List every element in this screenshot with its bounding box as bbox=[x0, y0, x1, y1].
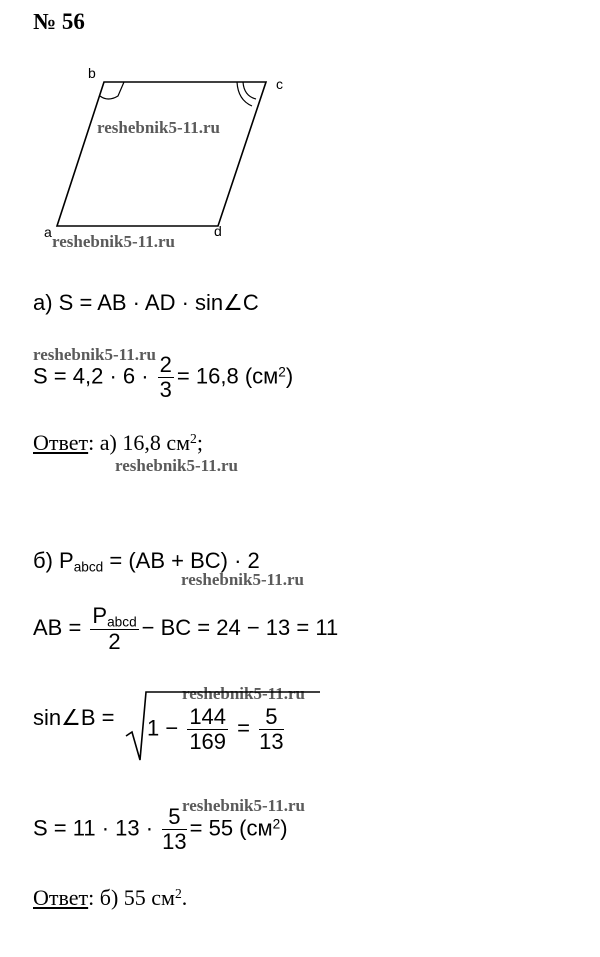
fraction-denominator: 3 bbox=[159, 377, 172, 403]
answer-end: . bbox=[181, 885, 188, 910]
watermark: reshebnik5-11.ru bbox=[181, 570, 304, 589]
vertex-a-label: a bbox=[44, 224, 52, 240]
fraction-denominator: 13 bbox=[162, 829, 187, 855]
area-calculation bbox=[33, 353, 293, 402]
angle-c-arc-outer bbox=[237, 82, 252, 106]
fraction-5-13 bbox=[259, 705, 283, 754]
radicand-one: 1 − bbox=[147, 715, 185, 741]
square-exponent: 2 bbox=[174, 886, 182, 902]
fraction-two-thirds bbox=[158, 353, 174, 402]
answer-text: : б) 55 см bbox=[88, 885, 175, 910]
answer-text: : а) 16,8 см bbox=[88, 430, 191, 455]
answer-label: Ответ bbox=[33, 885, 89, 910]
sin-eq: = bbox=[231, 715, 257, 741]
fraction-denominator: 2 bbox=[108, 629, 121, 655]
angle-c-arc-inner bbox=[243, 82, 256, 99]
fraction-numerator: 144 bbox=[189, 704, 227, 729]
fraction-numerator: 5 bbox=[162, 805, 186, 830]
perimeter-subscript: abcd bbox=[107, 614, 137, 630]
square-exponent: 2 bbox=[190, 431, 197, 447]
calc-suffix: = 16,8 (см bbox=[176, 363, 279, 389]
watermark: reshebnik5-11.ru bbox=[52, 232, 175, 251]
square-exponent: 2 bbox=[272, 816, 281, 832]
perimeter-symbol: P bbox=[92, 603, 108, 628]
fraction-5-13 bbox=[162, 805, 186, 854]
watermark: reshebnik5-11.ru bbox=[97, 118, 220, 137]
s-prefix: S = 11 · 13 · bbox=[33, 815, 160, 841]
fraction-denominator: 169 bbox=[189, 729, 227, 755]
watermark: reshebnik5-11.ru bbox=[115, 456, 238, 475]
perimeter-rhs: = (AB + BC) · 2 bbox=[103, 548, 260, 573]
s-suffix: = 55 (см bbox=[189, 815, 273, 841]
square-exponent: 2 bbox=[278, 364, 286, 380]
perimeter-prefix: б) P bbox=[33, 548, 74, 573]
answer-end: ; bbox=[196, 430, 203, 455]
answer-label: Ответ bbox=[33, 430, 89, 455]
fraction-denominator: 13 bbox=[259, 729, 284, 755]
area-b-calculation bbox=[33, 805, 288, 854]
parallelogram-figure bbox=[0, 0, 600, 260]
fraction-numerator: 2 bbox=[159, 352, 172, 377]
area-formula: а) S = AB · AD · sin∠C bbox=[33, 290, 259, 315]
vertex-c-label: c bbox=[276, 76, 283, 92]
ab-calculation bbox=[33, 604, 338, 655]
ab-rhs: − BC = 24 − 13 = 11 bbox=[141, 615, 339, 641]
close-paren: ) bbox=[280, 815, 288, 841]
sin-b-calculation bbox=[33, 705, 114, 731]
fraction-144-169 bbox=[187, 705, 228, 754]
close-paren: ) bbox=[285, 363, 294, 389]
answer-b bbox=[33, 885, 187, 911]
watermark: reshebnik5-11.ru bbox=[182, 796, 305, 815]
vertex-b-label: b bbox=[88, 65, 96, 81]
parallelogram-shape bbox=[57, 82, 266, 226]
vertex-d-label: d bbox=[214, 223, 222, 239]
watermark: reshebnik5-11.ru bbox=[182, 684, 305, 703]
perimeter-formula bbox=[33, 548, 260, 574]
answer-a bbox=[33, 430, 203, 456]
ab-lhs: AB = bbox=[33, 615, 88, 641]
calc-prefix: S = 4,2 · 6 · bbox=[33, 363, 155, 389]
sin-lhs: sin∠B = bbox=[33, 705, 115, 730]
watermark: reshebnik5-11.ru bbox=[33, 345, 156, 364]
perimeter-subscript: abcd bbox=[73, 559, 104, 575]
fraction-numerator bbox=[90, 604, 138, 630]
fraction-numerator: 5 bbox=[259, 705, 283, 730]
problem-number: № 56 bbox=[33, 9, 85, 34]
sin-radicand bbox=[147, 705, 287, 754]
fraction-perimeter-half bbox=[90, 604, 138, 655]
